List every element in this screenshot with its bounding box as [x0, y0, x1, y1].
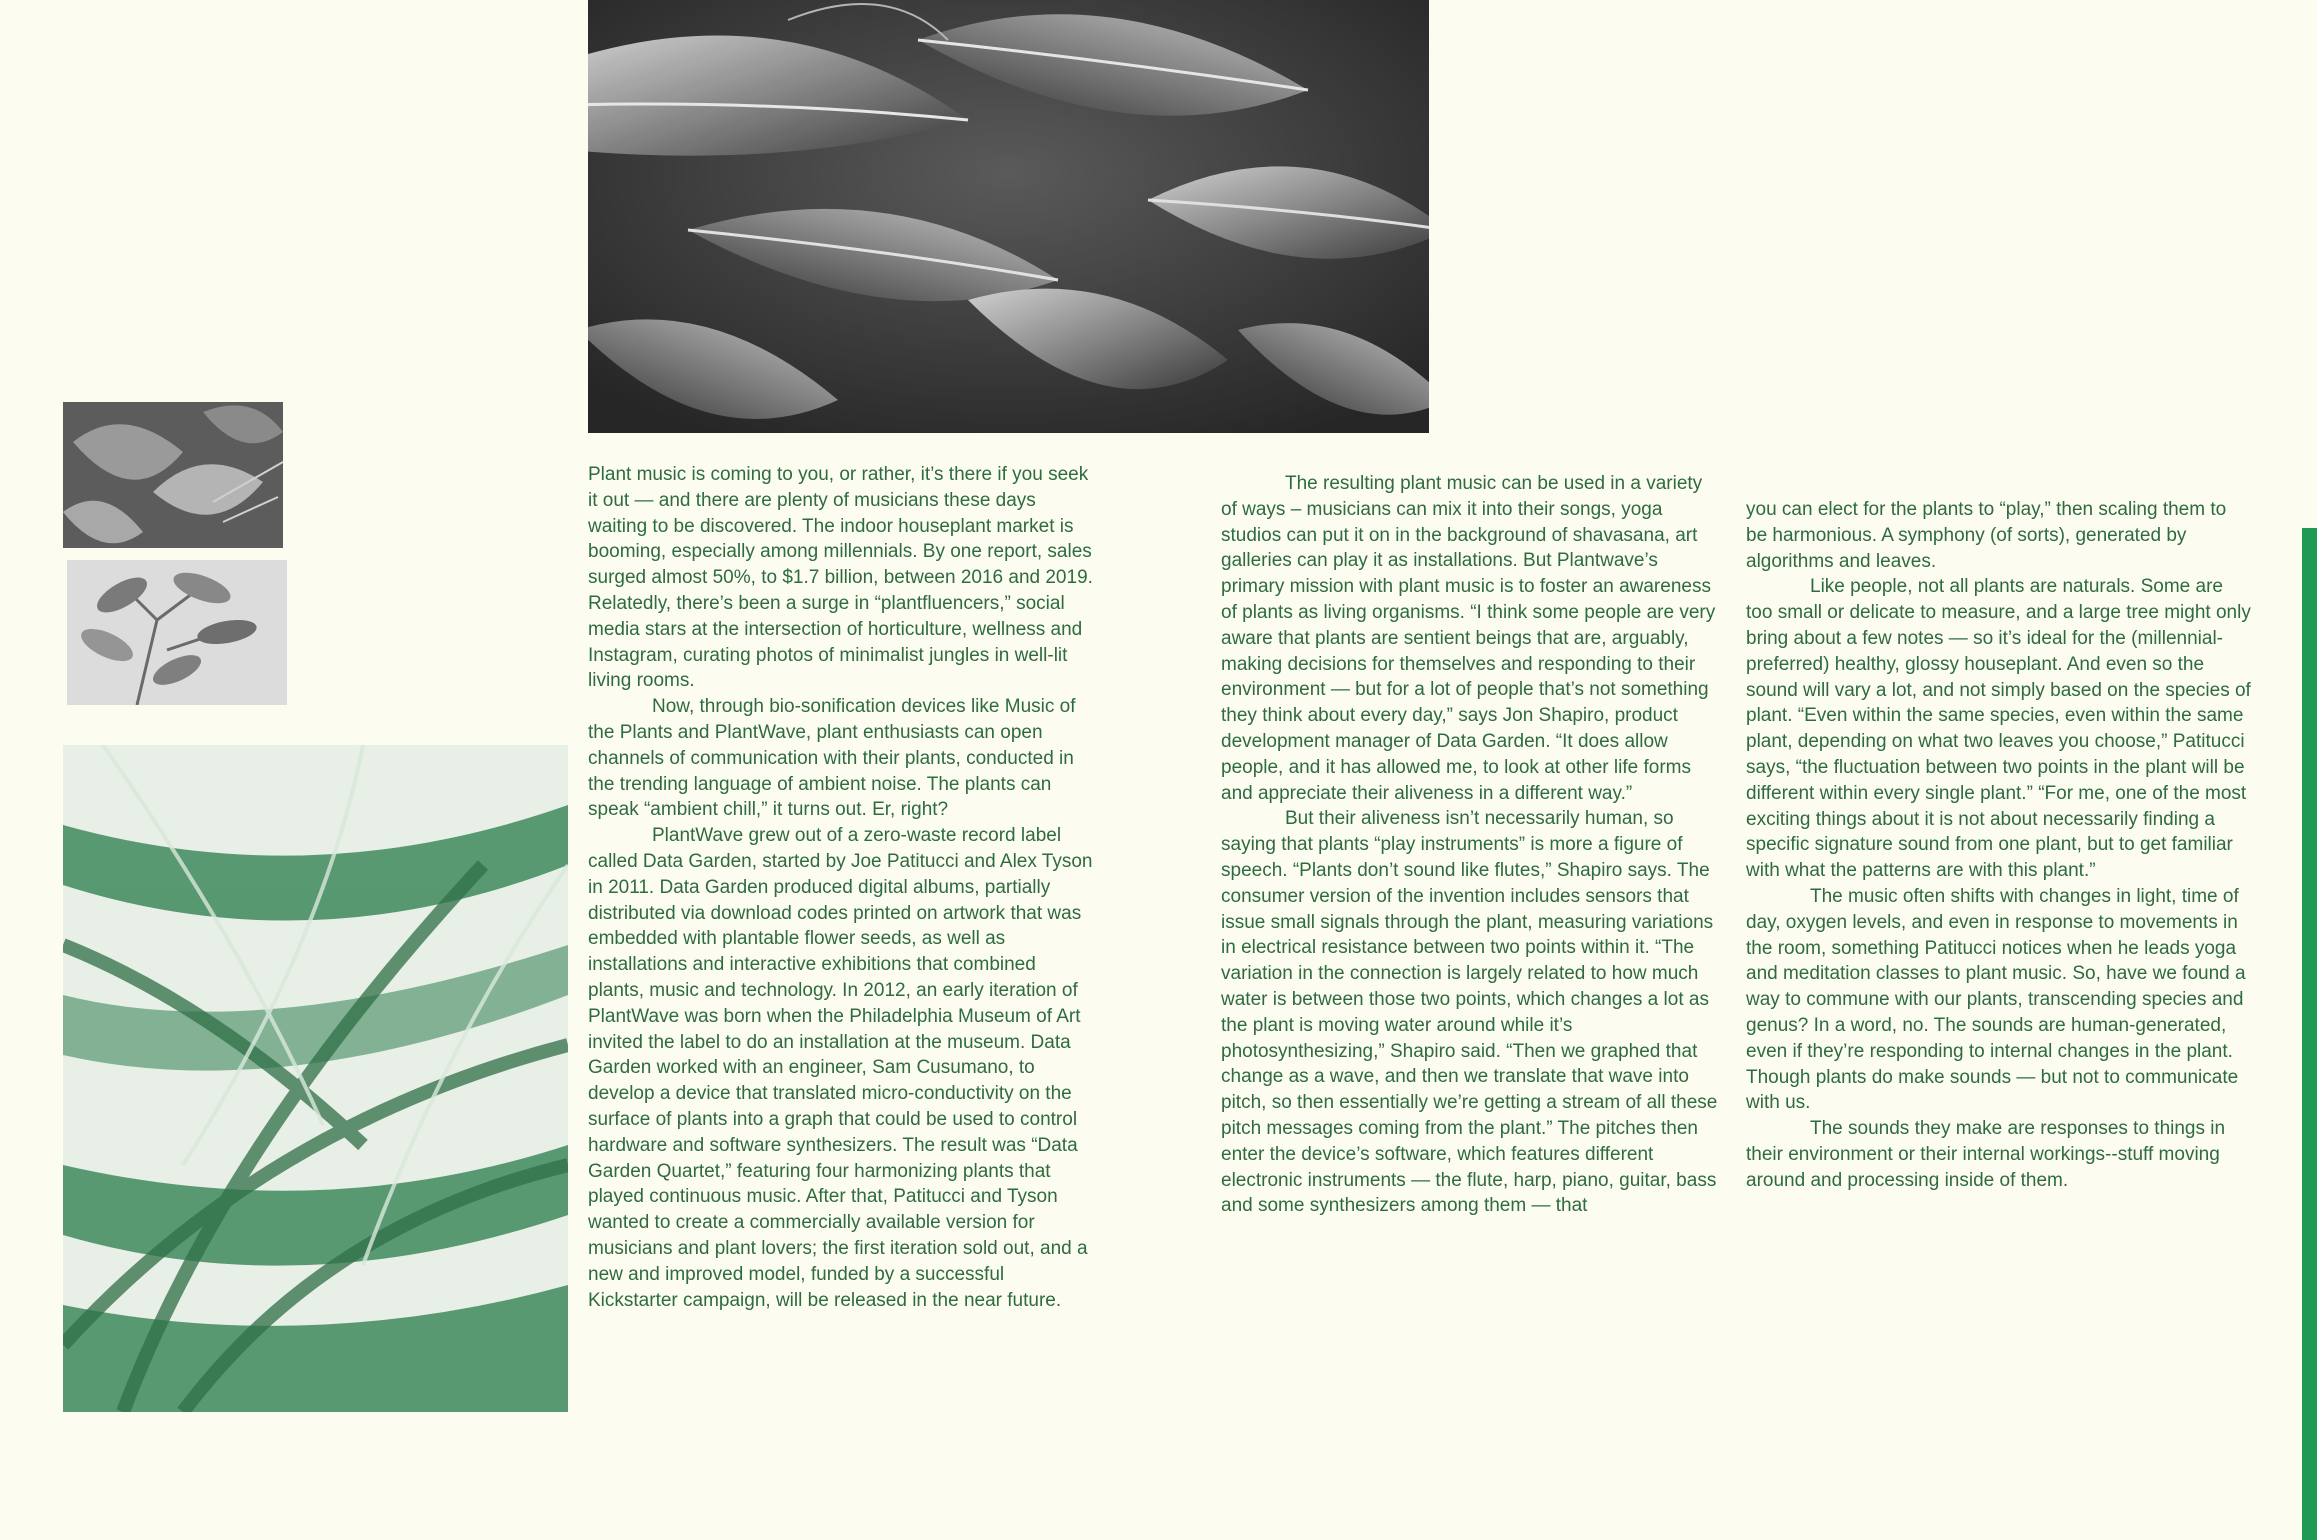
paragraph: The sounds they make are responses to things in their environment or their internal workings--stuff moving around and processing inside of them. [1746, 1118, 2226, 1191]
green-palm-photo [63, 745, 568, 1412]
paragraph: you can elect for the plants to “play,” then scaling them to be harmonious. A symphony (of sorts), generated by algorithms and leaves. [1746, 499, 2227, 572]
paragraph: Plant music is coming to you, or rather, it’s there if you seek it out — and there are plenty of musicians these days waiting to be discovered. The indoor houseplant market is booming, especially among millennials. By one report, sales surged almost 50%, to $1.7 billion, between 2016 and 2019. Relatedly, there’s been a surge in “plantfluencers,” social media stars at the intersection of horticulture, wellness and Instagram, curating photos of minimalist jungles in well-lit living rooms. [588, 464, 1093, 692]
paragraph: Now, through bio-sonification devices like Music of the Plants and PlantWave, plant enthusiasts can open channels of communication with their plants, conducted in the trending language of ambient noise. The plants can speak “ambient chill,” it turns out. Er, right? [588, 696, 1076, 821]
rubber-plant-thumbnail-photo [67, 560, 287, 705]
paragraph: But their aliveness isn’t necessarily human, so saying that plants “play instruments” is more a figure of speech. “Plants don’t sound like flutes,” Shapiro says. The consumer version of the invention includes sensors that issue small signals through the plant, measuring variations in electrical resistance between two points within it. “The variation in the connection is largely related to how much water is between those two points, which changes a lot as the plant is moving water around while it’s photosynthesizing,” Shapiro said. “Then we graphed that change as a wave, and then we translate that wave into pitch, so then essentially we’re getting a stream of all these pitch messages coming from the plant.” The pitches then enter the device’s software, which features different electronic instruments — the flute, harp, piano, guitar, bass and some synthesizers among them — that [1221, 808, 1718, 1217]
article-column-3 [1746, 497, 2252, 1194]
green-accent-bar [2302, 528, 2317, 1540]
paragraph: PlantWave grew out of a zero-waste record label called Data Garden, started by Joe Patitucci and Alex Tyson in 2011. Data Garden produced digital albums, partially distributed via download codes printed on artwork that was embedded with plantable flower seeds, as well as installations and interactive exhibitions that combined plants, music and technology. In 2012, an early iteration of PlantWave was born when the Philadelphia Museum of Art invited the label to do an installation at the museum. Data Garden worked with an engineer, Sam Cusumano, to develop a device that translated micro-conductivity on the surface of plants into a graph that could be used to control hardware and software synthesizers. The result was “Data Garden Quartet,” featuring four harmonizing plants that played continuous music. After that, Patitucci and Tyson wanted to create a commercially available version for musicians and plant lovers; the first iteration sold out, and a new and improved model, funded by a successful Kickstarter campaign, will be released in the near future. [588, 825, 1093, 1311]
article-column-1 [588, 462, 1094, 1313]
paragraph: The music often shifts with changes in light, time of day, oxygen levels, and even in response to movements in the room, something Patitucci notices when he leads yoga and meditation classes to plant music. So, have we found a way to commune with our plants, transcending species and genus? In a word, no. The sounds are human-generated, even if they’re responding to internal changes in the plant. Though plants do make sounds — but not to communicate with us. [1746, 885, 2246, 1114]
monstera-thumbnail-photo [63, 402, 283, 548]
article-column-2 [1221, 471, 1718, 1219]
hero-leaf-photo [588, 0, 1429, 433]
paragraph: Like people, not all plants are naturals. Some are too small or delicate to measure, and a large tree might only bring about a few notes — so it’s ideal for the (millennial-preferred) healthy, glossy houseplant. And even so the sound will vary a lot, and not simply based on the species of plant. “Even within the same species, even within the same plant, depending on what two leaves you choose,” Patitucci says, “the fluctuation between two points in the plant will be different within every single plant.” “For me, one of the most exciting things about it is not about necessarily finding a specific signature sound from one plant, but to get familiar with what the patterns are with this plant.” [1746, 576, 2251, 882]
paragraph: The resulting plant music can be used in a variety of ways – musicians can mix it into their songs, yoga studios can put it on in the background of shavasana, art galleries can play it as installations. But Plantwave’s primary mission with plant music is to foster an awareness of plants as living organisms. “I think some people are very aware that plants are sentient beings that are, arguably, making decisions for themselves and responding to their environment — but for a lot of people that’s not something they think about every day,” says Jon Shapiro, product development manager of Data Garden. “It does allow people, and it has allowed me, to look at other life forms and appreciate their aliveness in a different way.” [1221, 473, 1716, 804]
